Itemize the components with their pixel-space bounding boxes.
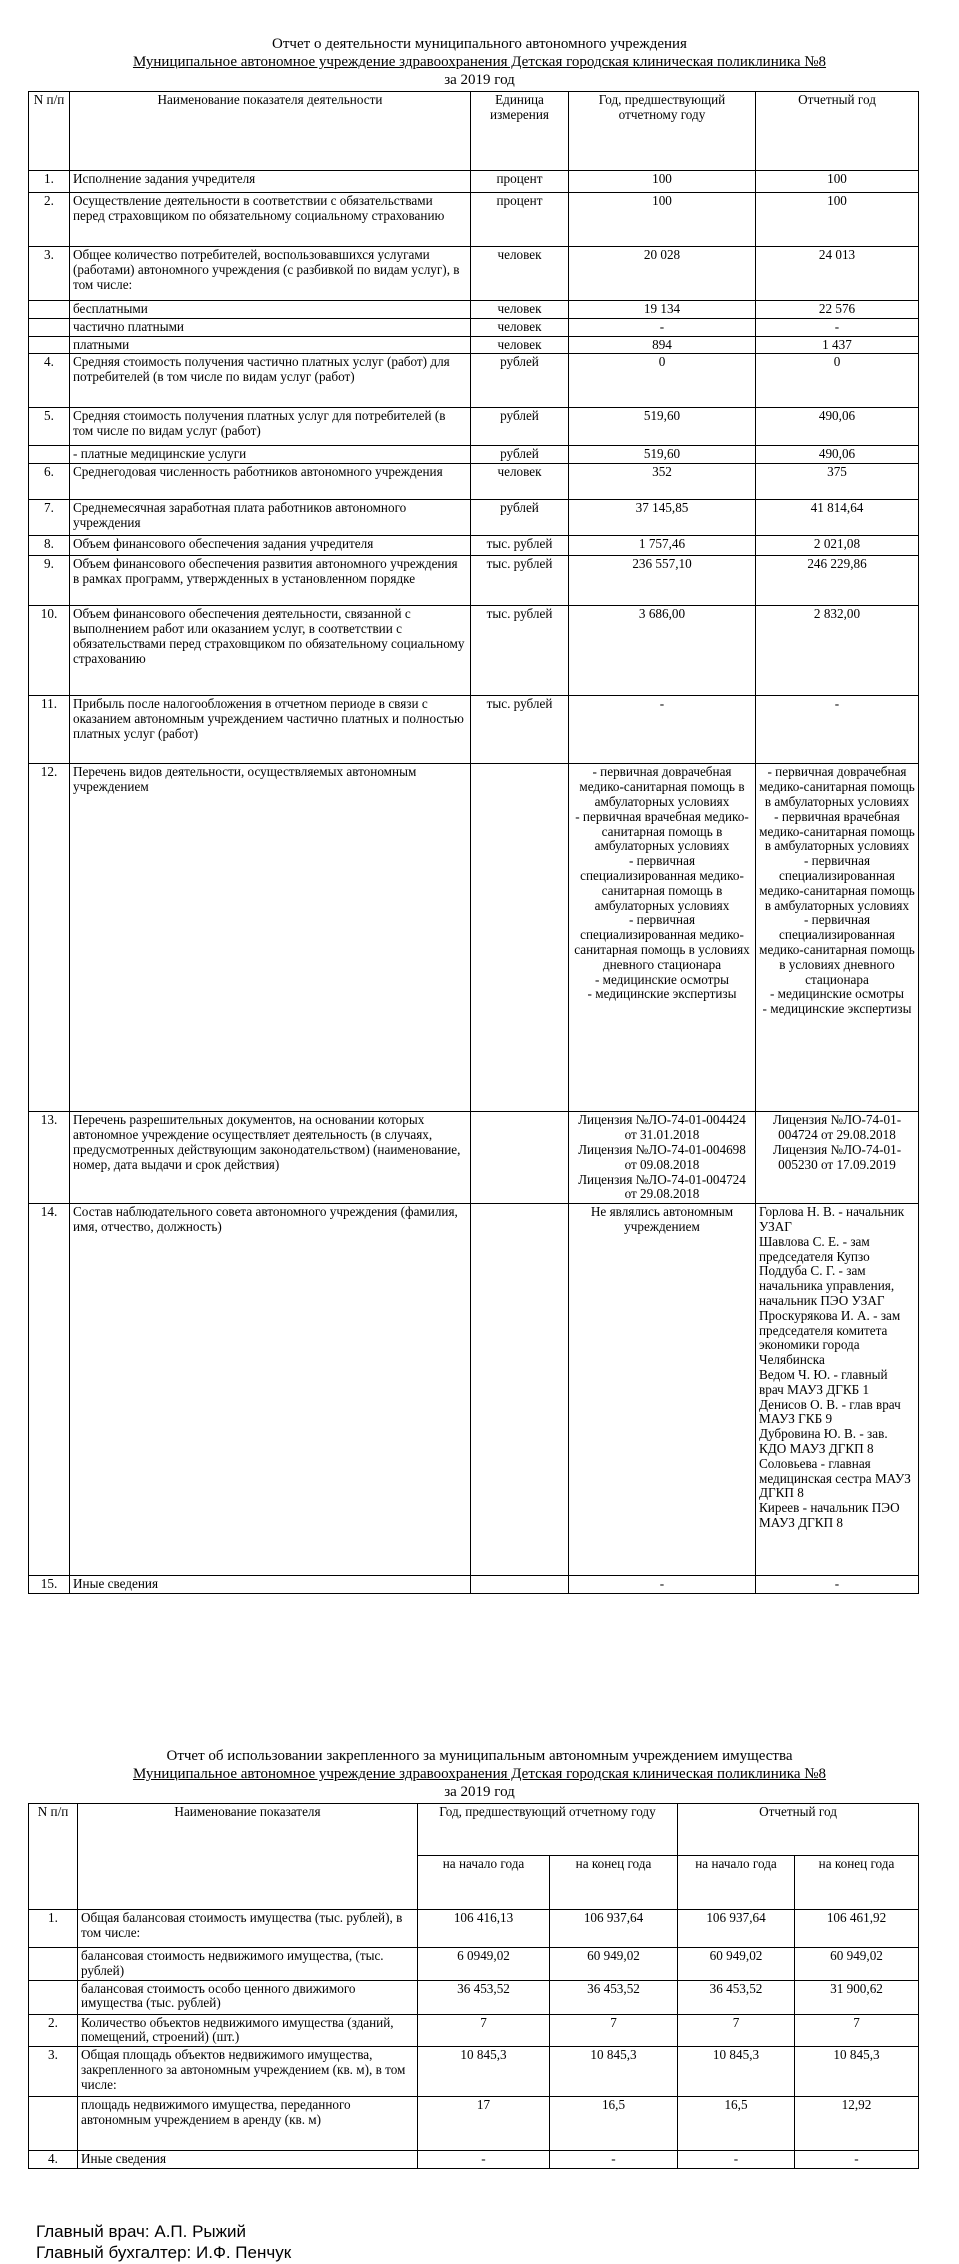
row-number: 12. xyxy=(29,764,70,1112)
property-row xyxy=(29,2097,919,2151)
row-prev-end: 10 845,3 xyxy=(550,2047,678,2097)
activity-row xyxy=(29,301,919,319)
row-cur-end: 31 900,62 xyxy=(795,1980,919,2014)
row-prev-year: 519,60 xyxy=(569,446,756,464)
row-cur-end: 12,92 xyxy=(795,2097,919,2151)
row-prev-year: 20 028 xyxy=(569,247,756,301)
row-unit xyxy=(471,1112,569,1204)
row-name: Общая балансовая стоимость имущества (тыс. рублей), в том числе: xyxy=(78,1910,418,1948)
property-table xyxy=(28,1803,919,2169)
row-current-year: 2 021,08 xyxy=(756,536,919,556)
property-row xyxy=(29,2151,919,2169)
row-prev-end: - xyxy=(550,2151,678,2169)
row-current-year: 246 229,86 xyxy=(756,556,919,606)
row-prev-year: 100 xyxy=(569,171,756,193)
row-unit: человек xyxy=(471,247,569,301)
row-name: Объем финансового обеспечения задания учредителя xyxy=(70,536,471,556)
row-current-year: 375 xyxy=(756,464,919,500)
cur-start-header: на начало года xyxy=(678,1856,795,1910)
row-name: платными xyxy=(70,336,471,354)
row-current-year: 490,06 xyxy=(756,446,919,464)
row-unit xyxy=(471,1204,569,1576)
activity-row xyxy=(29,556,919,606)
row-cur-end: 7 xyxy=(795,2014,919,2047)
row-name: Количество объектов недвижимого имущества (зданий, помещений, строений) (шт.) xyxy=(78,2014,418,2047)
activity-row xyxy=(29,606,919,696)
row-prev-start: 10 845,3 xyxy=(418,2047,550,2097)
row-current-year: - xyxy=(756,696,919,764)
row-cur-start: 16,5 xyxy=(678,2097,795,2151)
row-cur-start: 106 937,64 xyxy=(678,1910,795,1948)
row-number: 3. xyxy=(29,247,70,301)
row-number: 14. xyxy=(29,1204,70,1576)
activity-row xyxy=(29,696,919,764)
row-prev-year: - xyxy=(569,318,756,336)
cur-end-header: на конец года xyxy=(795,1856,919,1910)
row-number: 11. xyxy=(29,696,70,764)
row-prev-year: 19 134 xyxy=(569,301,756,319)
row-number xyxy=(29,301,70,319)
report2-title: Отчет об использовании закрепленного за муниципальным автономным учреждением имущества xyxy=(166,1748,793,1764)
row-number: 3. xyxy=(29,2047,78,2097)
row-prev-year: - xyxy=(569,696,756,764)
property-row xyxy=(29,1910,919,1948)
row-name: Среднемесячная заработная плата работников автономного учреждения xyxy=(70,500,471,536)
activity-row xyxy=(29,1204,919,1576)
row-prev-year: 37 145,85 xyxy=(569,500,756,536)
row-unit xyxy=(471,1576,569,1594)
row-unit: человек xyxy=(471,318,569,336)
row-name: Состав наблюдательного совета автономного учреждения (фамилия, имя, отчество, должность) xyxy=(70,1204,471,1576)
row-current-year: 100 xyxy=(756,193,919,247)
col-prev-year-header: Год, предшествующий отчетному году xyxy=(418,1804,678,1856)
row-unit: человек xyxy=(471,336,569,354)
row-number: 2. xyxy=(29,2014,78,2047)
activity-row xyxy=(29,764,919,1112)
row-current-year: - xyxy=(756,318,919,336)
row-name: Средняя стоимость получения платных услуг для потребителей (в том числе по видам услуг (работ) xyxy=(70,408,471,446)
row-cur-end: - xyxy=(795,2151,919,2169)
row-number xyxy=(29,2097,78,2151)
row-prev-year: Не являлись автономным учреждением xyxy=(569,1204,756,1576)
row-name: Средняя стоимость получения частично платных услуг (работ) для потребителей (в том числе по видам услуг (работ) xyxy=(70,354,471,408)
row-unit: тыс. рублей xyxy=(471,536,569,556)
row-name: Исполнение задания учредителя xyxy=(70,171,471,193)
row-cur-start: 7 xyxy=(678,2014,795,2047)
col-name-header: Наименование показателя деятельности xyxy=(70,92,471,171)
activity-row xyxy=(29,171,919,193)
property-table-header xyxy=(29,1804,919,1856)
row-unit: человек xyxy=(471,464,569,500)
row-current-year: 1 437 xyxy=(756,336,919,354)
row-name: Прибыль после налогообложения в отчетном периоде в связи с оказанием автономным учреждением частично платных и полностью платных услуг (работ) xyxy=(70,696,471,764)
row-prev-year: 3 686,00 xyxy=(569,606,756,696)
row-prev-year: Лицензия №ЛО-74-01-004424 от 31.01.2018 Лицензия №ЛО-74-01-004698 от 09.08.2018 Лицензия №ЛО-74-01-004724 от 29.08.2018 xyxy=(569,1112,756,1204)
row-unit: тыс. рублей xyxy=(471,696,569,764)
row-number: 13. xyxy=(29,1112,70,1204)
row-cur-start: - xyxy=(678,2151,795,2169)
row-prev-year: 894 xyxy=(569,336,756,354)
row-prev-start: 17 xyxy=(418,2097,550,2151)
row-unit: процент xyxy=(471,171,569,193)
activity-row xyxy=(29,1576,919,1594)
row-prev-year: 236 557,10 xyxy=(569,556,756,606)
col-prev-year-header: Год, предшествующий отчетному году xyxy=(569,92,756,171)
row-name: Иные сведения xyxy=(70,1576,471,1594)
row-unit: рублей xyxy=(471,354,569,408)
row-name: балансовая стоимость особо ценного движимого имущества (тыс. рублей) xyxy=(78,1980,418,2014)
property-row xyxy=(29,2014,919,2047)
row-name: частично платными xyxy=(70,318,471,336)
row-name: - платные медицинские услуги xyxy=(70,446,471,464)
row-current-year: 24 013 xyxy=(756,247,919,301)
row-current-year: 22 576 xyxy=(756,301,919,319)
row-prev-year: 519,60 xyxy=(569,408,756,446)
row-prev-year: 0 xyxy=(569,354,756,408)
col-current-year-header: Отчетный год xyxy=(678,1804,919,1856)
report1-title: Отчет о деятельности муниципального автономного учреждения xyxy=(272,36,687,52)
activity-row xyxy=(29,318,919,336)
row-current-year: - xyxy=(756,1576,919,1594)
row-prev-end: 16,5 xyxy=(550,2097,678,2151)
row-prev-year: 1 757,46 xyxy=(569,536,756,556)
row-prev-start: - xyxy=(418,2151,550,2169)
row-unit: тыс. рублей xyxy=(471,556,569,606)
row-name: Перечень видов деятельности, осуществляемых автономным учреждением xyxy=(70,764,471,1112)
property-row xyxy=(29,1980,919,2014)
row-prev-start: 106 416,13 xyxy=(418,1910,550,1948)
row-unit: рублей xyxy=(471,408,569,446)
row-current-year: - первичная доврачебная медико-санитарная помощь в амбулаторных условиях - первичная врачебная медико-санитарная помощь в амбулаторных условиях - первичная специализированная медико-санитарная помощь в амбулаторных условиях - первичная специализированная медико-санитарная помощь в условиях дневного стационара - медицинские осмотры - медицинские экспертизы xyxy=(756,764,919,1112)
row-cur-end: 60 949,02 xyxy=(795,1948,919,1981)
row-number: 1. xyxy=(29,1910,78,1948)
row-unit: рублей xyxy=(471,500,569,536)
activity-row xyxy=(29,446,919,464)
row-name: Иные сведения xyxy=(78,2151,418,2169)
activity-table-header xyxy=(29,92,919,171)
property-row xyxy=(29,2047,919,2097)
col-current-year-header: Отчетный год xyxy=(756,92,919,171)
row-number xyxy=(29,1948,78,1981)
row-unit xyxy=(471,764,569,1112)
property-row xyxy=(29,1948,919,1981)
row-prev-end: 36 453,52 xyxy=(550,1980,678,2014)
report2-year: за 2019 год xyxy=(444,1784,515,1800)
row-name: бесплатными xyxy=(70,301,471,319)
row-current-year: 100 xyxy=(756,171,919,193)
row-number: 4. xyxy=(29,354,70,408)
col-num-header: N п/п xyxy=(29,1804,78,1910)
row-name: Общее количество потребителей, воспользовавшихся услугами (работами) автономного учреждения (с разбивкой по видам услуг), в том числе: xyxy=(70,247,471,301)
row-current-year: Лицензия №ЛО-74-01-004724 от 29.08.2018 Лицензия №ЛО-74-01-005230 от 17.09.2019 xyxy=(756,1112,919,1204)
row-current-year: 41 814,64 xyxy=(756,500,919,536)
row-prev-year: - xyxy=(569,1576,756,1594)
activity-table xyxy=(28,91,919,1594)
row-name: Среднегодовая численность работников автономного учреждения xyxy=(70,464,471,500)
row-name: Объем финансового обеспечения развития автономного учреждения в рамках программ, утвержденных в установленном порядке xyxy=(70,556,471,606)
activity-row xyxy=(29,193,919,247)
chief-accountant-signature: Главный бухгалтер: И.Ф. Пенчук xyxy=(36,2243,292,2262)
row-prev-year: - первичная доврачебная медико-санитарная помощь в амбулаторных условиях - первичная врачебная медико-санитарная помощь в амбулаторных условиях - первичная специализированная медико-санитарная помощь в амбулаторных условиях - первичная специализированная медико-санитарная помощь в условиях дневного стационара - медицинские осмотры - медицинские экспертизы xyxy=(569,764,756,1112)
row-prev-end: 60 949,02 xyxy=(550,1948,678,1981)
activity-row xyxy=(29,464,919,500)
row-number: 10. xyxy=(29,606,70,696)
row-unit: процент xyxy=(471,193,569,247)
row-number: 6. xyxy=(29,464,70,500)
row-number: 2. xyxy=(29,193,70,247)
row-current-year: 0 xyxy=(756,354,919,408)
row-cur-start: 60 949,02 xyxy=(678,1948,795,1981)
activity-row xyxy=(29,536,919,556)
row-prev-end: 106 937,64 xyxy=(550,1910,678,1948)
row-current-year: 2 832,00 xyxy=(756,606,919,696)
row-name: балансовая стоимость недвижимого имущества, (тыс. рублей) xyxy=(78,1948,418,1981)
row-number xyxy=(29,446,70,464)
activity-row xyxy=(29,1112,919,1204)
row-name: Общая площадь объектов недвижимого имущества, закрепленного за автономным учреждением (кв. м), в том числе: xyxy=(78,2047,418,2097)
prev-end-header: на конец года xyxy=(550,1856,678,1910)
report1-year: за 2019 год xyxy=(444,72,515,88)
activity-row xyxy=(29,336,919,354)
row-prev-end: 7 xyxy=(550,2014,678,2047)
col-num-header: N п/п xyxy=(29,92,70,171)
row-unit: тыс. рублей xyxy=(471,606,569,696)
report1-org: Муниципальное автономное учреждение здравоохранения Детская городская клиническая поликлиника №8 xyxy=(132,54,827,70)
row-unit: человек xyxy=(471,301,569,319)
row-prev-year: 100 xyxy=(569,193,756,247)
activity-row xyxy=(29,247,919,301)
row-name: площадь недвижимого имущества, переданного автономным учреждением в аренду (кв. м) xyxy=(78,2097,418,2151)
row-name: Осуществление деятельности в соответствии с обязательствами перед страховщиком по обязательному социальному страхованию xyxy=(70,193,471,247)
row-number: 8. xyxy=(29,536,70,556)
row-cur-start: 10 845,3 xyxy=(678,2047,795,2097)
row-number xyxy=(29,1980,78,2014)
row-prev-start: 7 xyxy=(418,2014,550,2047)
row-current-year: Горлова Н. В. - начальник УЗАГ Шавлова С. Е. - зам председателя Купзо Поддуба С. Г. - зам начальника управления, начальник ПЭО УЗАГ Проскурякова И. А. - зам председателя комитета экономики города Челябинска Ведом Ч. Ю. - главный врач МАУЗ ДГКБ 1 Денисов О. В. - глав врач МАУЗ ГКБ 9 Дубровина Ю. В. - зав. КДО МАУЗ ДГКП 8 Соловьева - главная медицинская сестра МАУЗ ДГКП 8 Киреев - начальник ПЭО МАУЗ ДГКП 8 xyxy=(756,1204,919,1576)
row-cur-start: 36 453,52 xyxy=(678,1980,795,2014)
row-number xyxy=(29,318,70,336)
row-current-year: 490,06 xyxy=(756,408,919,446)
row-unit: рублей xyxy=(471,446,569,464)
row-number: 4. xyxy=(29,2151,78,2169)
row-prev-start: 36 453,52 xyxy=(418,1980,550,2014)
row-prev-year: 352 xyxy=(569,464,756,500)
row-cur-end: 10 845,3 xyxy=(795,2047,919,2097)
col-name-header: Наименование показателя xyxy=(78,1804,418,1910)
row-name: Объем финансового обеспечения деятельности, связанной с выполнением работ или оказанием услуг, в соответствии с обязательствами перед страховщиком по обязательному социальному страхованию xyxy=(70,606,471,696)
col-unit-header: Единица измерения xyxy=(471,92,569,171)
activity-row xyxy=(29,500,919,536)
row-name: Перечень разрешительных документов, на основании которых автономное учреждение осуществляет деятельность (в случаях, предусмотренных действующим законодательством) (наименование, номер, дата выдачи и срок действия) xyxy=(70,1112,471,1204)
row-number: 7. xyxy=(29,500,70,536)
row-prev-start: 6 0949,02 xyxy=(418,1948,550,1981)
row-number xyxy=(29,336,70,354)
row-number: 1. xyxy=(29,171,70,193)
chief-doctor-signature: Главный врач: А.П. Рыжий xyxy=(36,2222,247,2241)
prev-start-header: на начало года xyxy=(418,1856,550,1910)
report2-org: Муниципальное автономное учреждение здравоохранения Детская городская клиническая поликлиника №8 xyxy=(132,1766,827,1782)
activity-row xyxy=(29,354,919,408)
row-number: 9. xyxy=(29,556,70,606)
activity-row xyxy=(29,408,919,446)
row-number: 15. xyxy=(29,1576,70,1594)
row-cur-end: 106 461,92 xyxy=(795,1910,919,1948)
row-number: 5. xyxy=(29,408,70,446)
